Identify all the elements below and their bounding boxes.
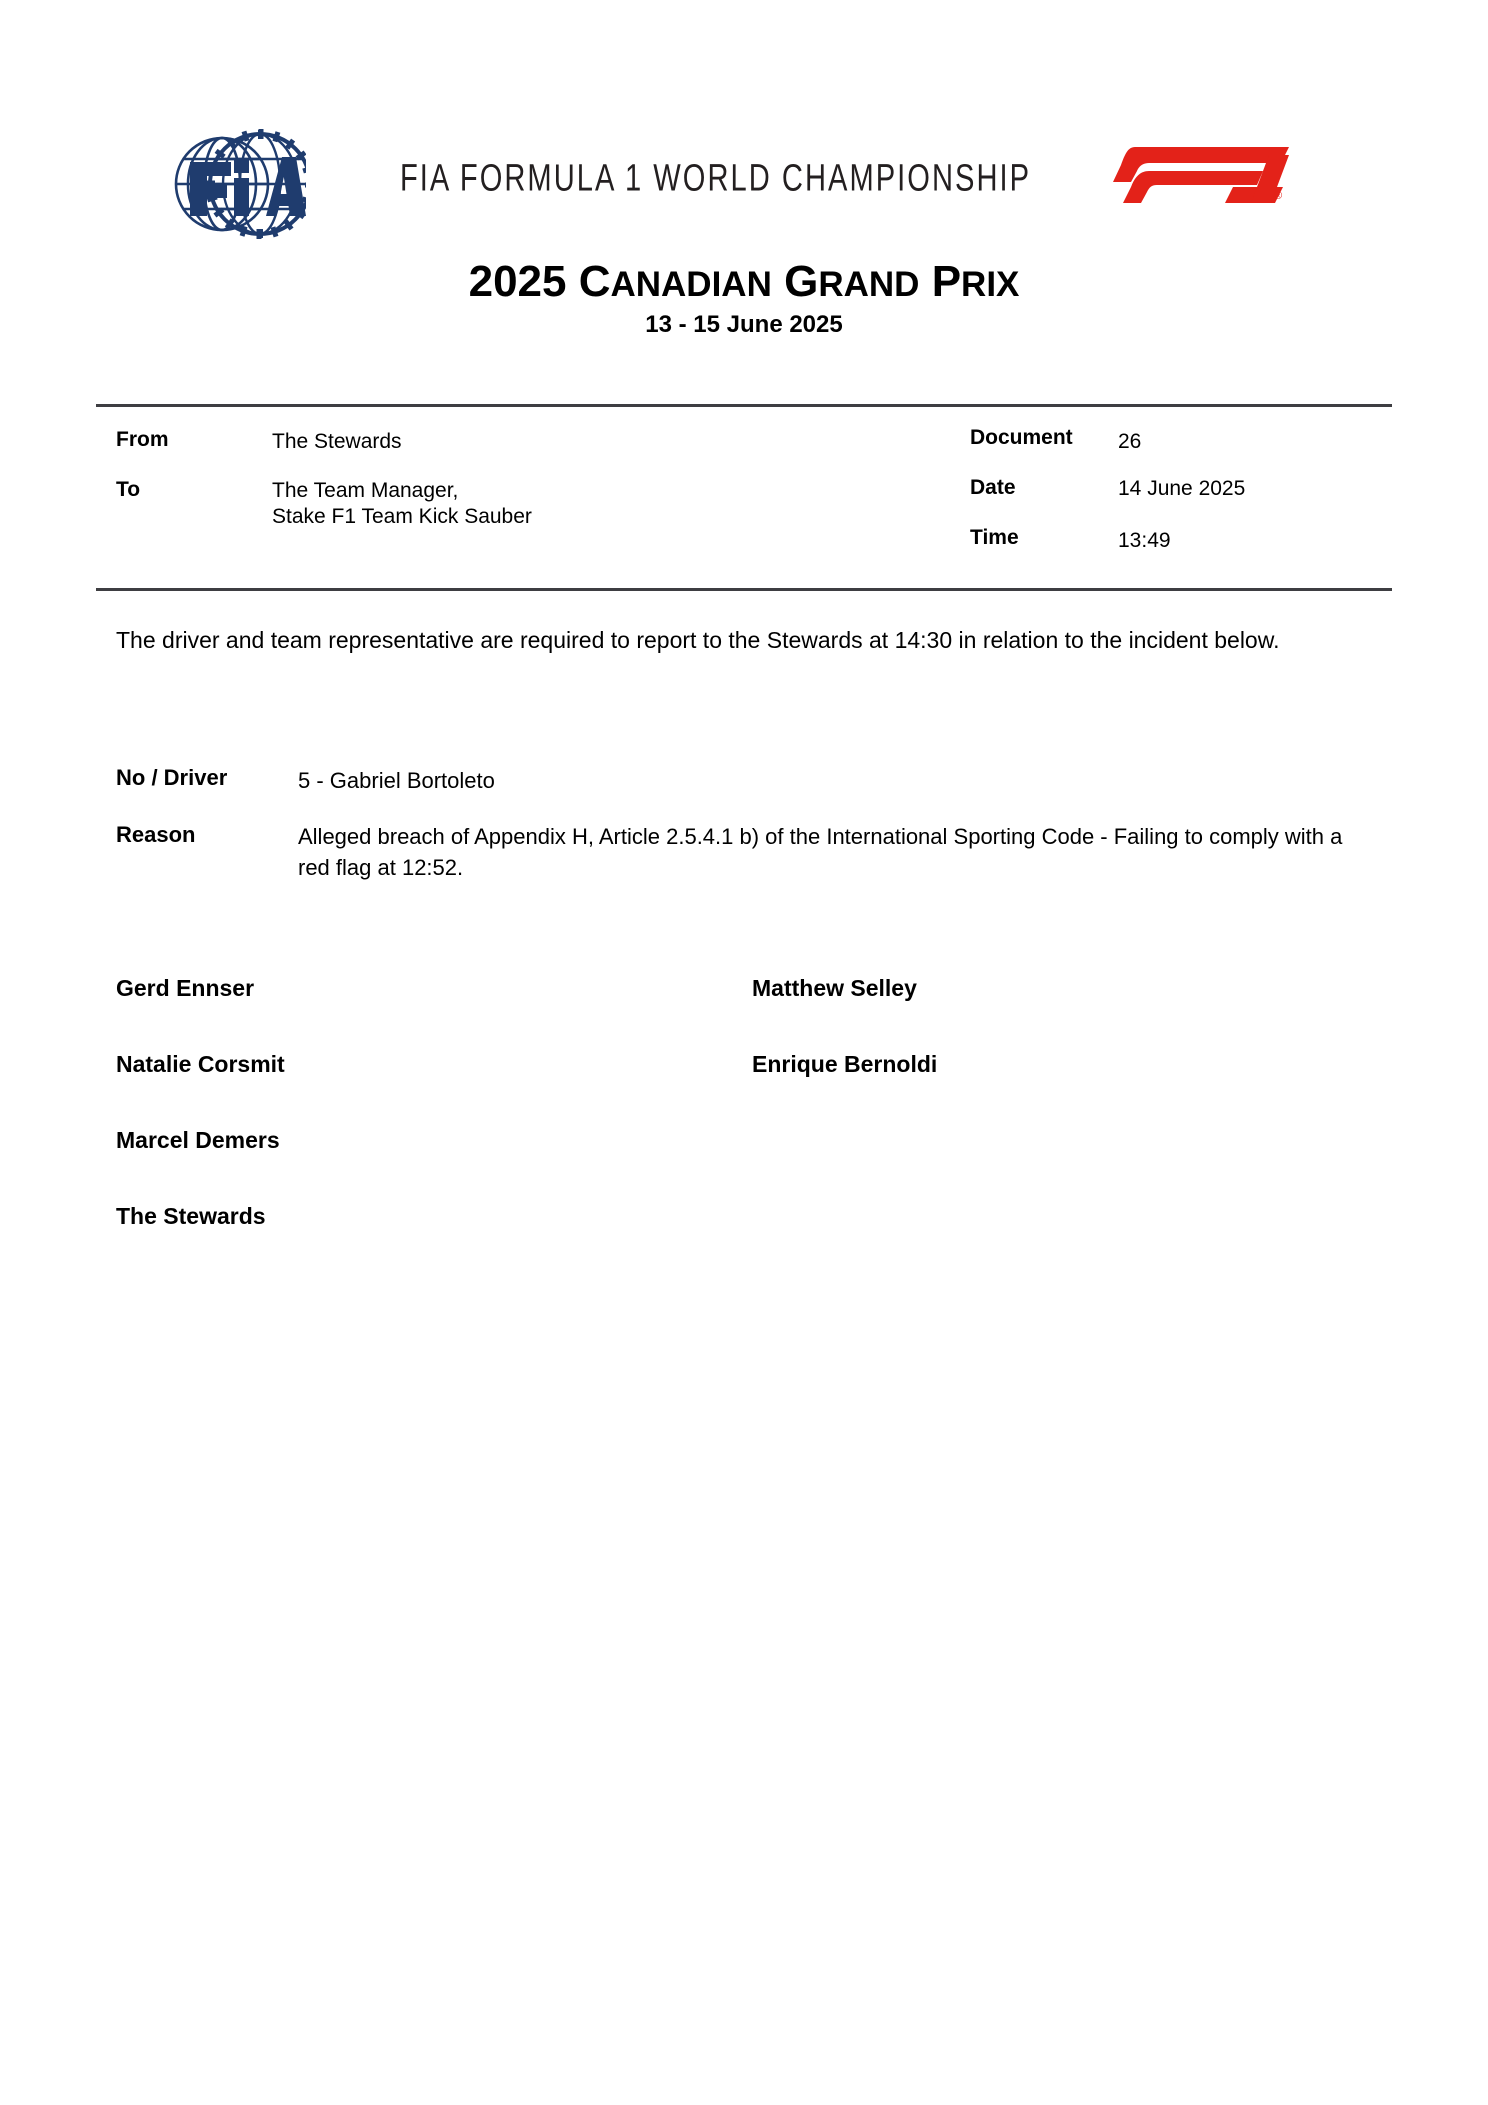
document-metadata: [0, 418, 1488, 578]
f1-logo: [1113, 141, 1293, 209]
to-value-line-1: The Team Manager,: [272, 479, 459, 502]
registered-trademark-icon: ®: [1274, 190, 1283, 202]
to-value-line-2: Stake F1 Team Kick Sauber: [272, 505, 532, 529]
title-rest-3: RIX: [961, 265, 1020, 304]
reason-label: Reason: [116, 822, 196, 847]
date-label: Date: [970, 476, 1016, 499]
time-value: 13:49: [1118, 529, 1171, 552]
time-label: Time: [970, 526, 1019, 549]
stewards-signoff: The Stewards: [116, 1203, 266, 1229]
steward-name: Gerd Ennser: [116, 975, 255, 1001]
title-cap-1: C: [578, 257, 611, 306]
title-rest-1: ANADIAN: [610, 265, 772, 304]
steward-name: Matthew Selley: [752, 975, 917, 1001]
title-rest-2: RAND: [818, 265, 920, 304]
steward-name: Enrique Bernoldi: [752, 1051, 938, 1077]
steward-name: Natalie Corsmit: [116, 1051, 285, 1077]
fia-logo: [174, 128, 306, 240]
from-label: From: [116, 428, 169, 451]
title-year: 2025: [468, 257, 579, 306]
title-cap-3: P: [931, 257, 962, 306]
header-divider-top: [96, 404, 1392, 407]
intro-paragraph: The driver and team representative are required to report to the Stewards at 14:30 in relation to the incident below.: [116, 627, 1280, 653]
reason-value: Alleged breach of Appendix H, Article 2.5.4.1 b) of the International Sporting Code - Failing to comply with a red flag at 12:52.: [298, 824, 1343, 881]
event-dates: 13 - 15 June 2025: [645, 310, 843, 338]
driver-label: No / Driver: [116, 765, 228, 790]
from-value: The Stewards: [272, 430, 402, 453]
document-header: [0, 0, 1488, 250]
header-divider-bottom: [96, 588, 1392, 591]
title-block: [0, 258, 1488, 339]
document-number: 26: [1118, 430, 1142, 453]
title-cap-2: G: [784, 257, 819, 306]
steward-name: Marcel Demers: [116, 1127, 280, 1153]
document-label: Document: [970, 426, 1073, 449]
to-value: [272, 478, 532, 531]
driver-value: 5 - Gabriel Bortoleto: [298, 768, 495, 793]
page-title: [0, 258, 1488, 306]
championship-wordmark: FIA FORMULA 1 WORLD CHAMPIONSHIP: [400, 157, 1032, 200]
to-label: To: [116, 478, 141, 501]
date-value: 14 June 2025: [1118, 477, 1246, 500]
